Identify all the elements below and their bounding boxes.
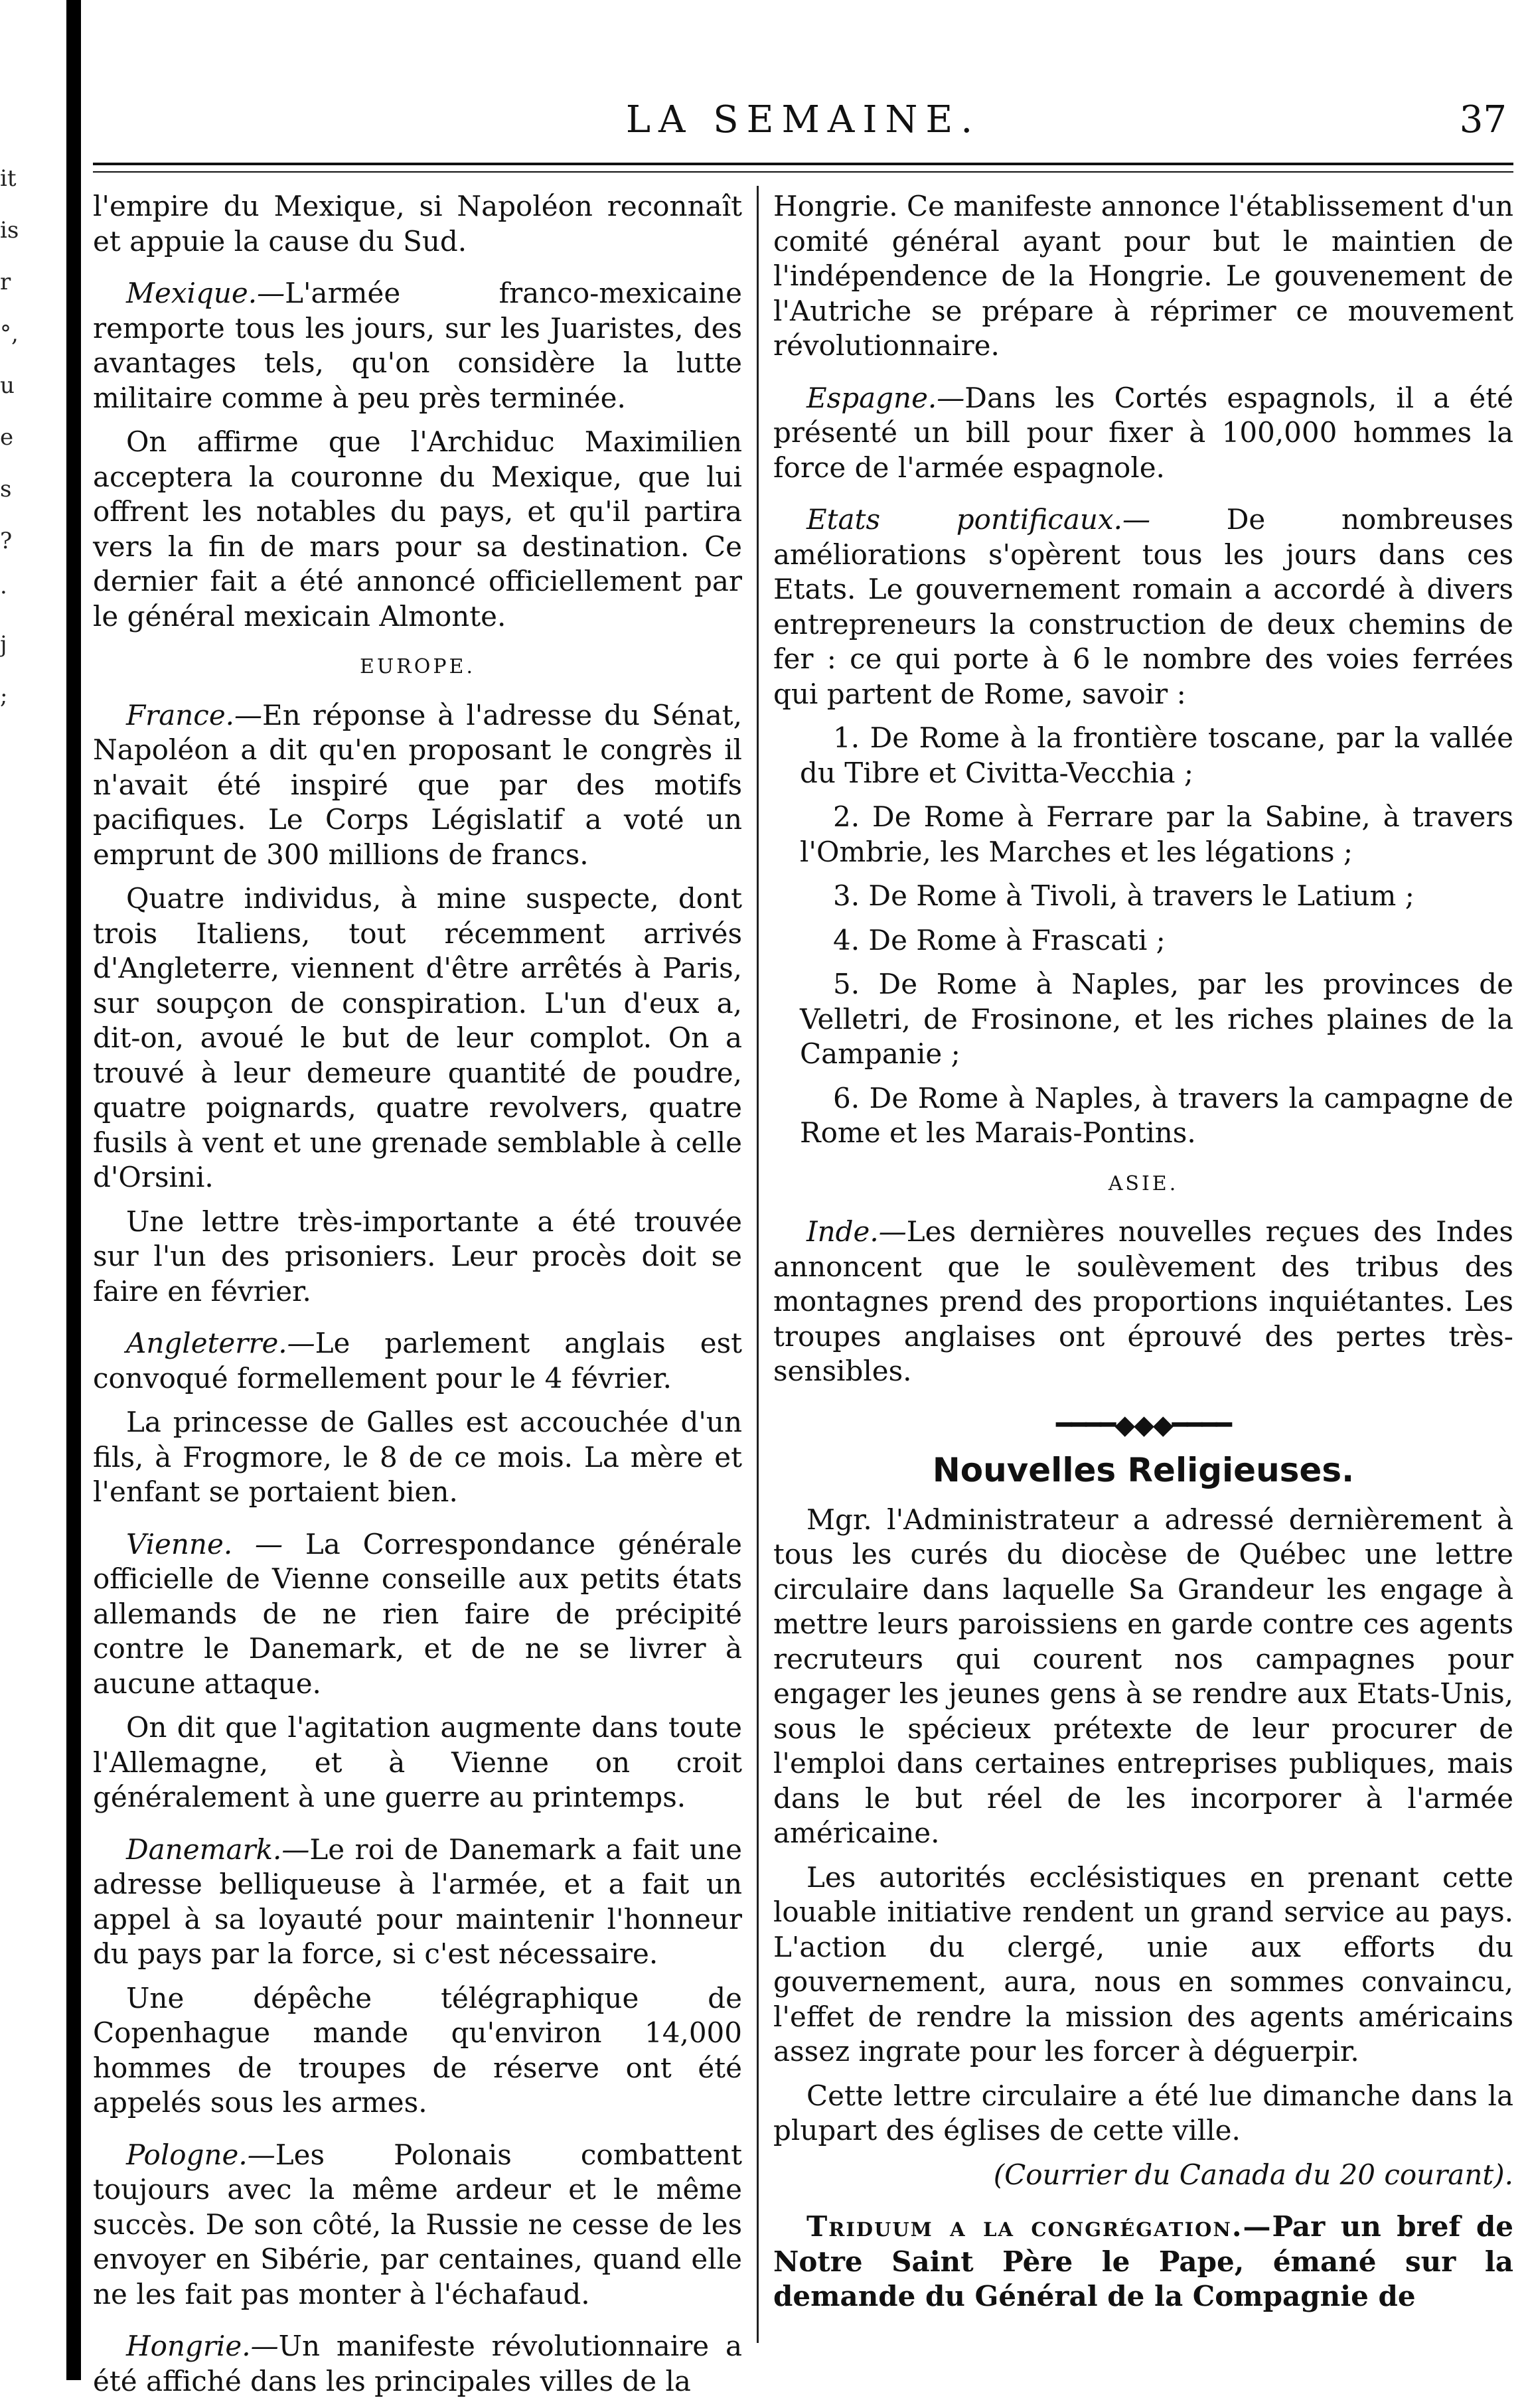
paragraph-text: Une lettre très-importante a été trouvée sur l'un des prisoniers. Leur procès doit se faire en février. — [93, 1205, 742, 1308]
list-item: 5. De Rome à Naples, par les provinces de Velletri, de Frosinone, et les riches plaines de la Campanie ; — [800, 968, 1513, 1070]
margin-fragment: is — [0, 217, 19, 244]
section-heading: EUROPE. — [360, 655, 475, 678]
paragraph-text: Hongrie. Ce manifeste annonce l'établissement d'un comité général ayant pour but le maintien de l'indépendence de la Hongrie. Le gouvenement de l'Autriche se prépare à réprimer ce mouvement révolutionnaire. — [773, 190, 1513, 362]
header-rule-thick — [93, 163, 1513, 165]
paragraph-lead: Angleterre.— — [126, 1327, 315, 1359]
news-heading: Nouvelles Religieuses. — [932, 1451, 1355, 1489]
list-item: 2. De Rome à Ferrare par la Sabine, à travers l'Ombrie, les Marches et les légations ; — [800, 800, 1513, 868]
paragraph-lead: Hongrie.— — [126, 2330, 279, 2362]
adjacent-page-fragments — [0, 153, 27, 722]
paragraph — [773, 2079, 1513, 2148]
paragraph-text: On dit que l'agitation augmente dans toute l'Allemagne, et à Vienne on croit généralement à une guerre au printemps. — [93, 1711, 742, 1813]
paragraph — [773, 381, 1513, 486]
paragraph-text: Une dépêche télégraphique de Copenhague mande qu'environ 14,000 hommes de troupes de réserve ont été appelés sous les armes. — [93, 1981, 742, 2119]
paragraph — [773, 1503, 1513, 1851]
running-header — [93, 98, 1513, 145]
paragraph — [93, 2329, 742, 2399]
scan-binding-edge — [66, 0, 81, 2380]
margin-fragment: °, — [0, 321, 19, 347]
paragraph-text: La Correspondance générale officielle de Vienne conseille aux petits états allemands de ne rien faire de précipité contre le Danemark, et de ne se livrer à aucune attaque. — [93, 1527, 743, 1700]
paragraph — [773, 1215, 1513, 1389]
paragraph — [93, 425, 742, 634]
paragraph-text: Quatre individus, à mine suspecte, dont trois Italiens, tout récemment arrivés d'Angleterre, viennent d'être arrêtés à Paris, sur soupçon de conspiration. L'un d'eux a, dit-on, avoué le but de leur complot. On a trouvé à leur demeure quantité de poudre, quatre poignards, quatre revolvers, quatre fusils à vent et une grenade semblable à celle d'Orsini. — [93, 882, 742, 1193]
margin-fragment: it — [0, 165, 17, 192]
margin-fragment: e — [0, 424, 14, 451]
paragraph-text: L'armée franco-mexicaine remporte tous les jours, sur les Juaristes, des avantages tels, qu'on considère la lutte militaire comme à peu près terminée. — [93, 277, 742, 414]
paragraph — [93, 1981, 742, 2121]
paragraph — [93, 1710, 742, 1815]
paragraph — [93, 1326, 742, 1396]
paragraph — [93, 1833, 742, 1972]
paragraph-lead: Triduum a la congrégation.— — [806, 2210, 1272, 2243]
paragraph-text: Le parlement anglais est convoqué formellement pour le 4 février. — [93, 1327, 742, 1394]
paragraph — [93, 881, 742, 1195]
paragraph-text: Les Polonais combattent toujours avec la même ardeur et le même succès. De son côté, la Russie ne cesse de les envoyer en Sibérie, par centaines, quand elle ne les fait pas monter à l'échafaud. — [93, 2138, 742, 2310]
list-item: 3. De Rome à Tivoli, à travers le Latium ; — [833, 879, 1414, 912]
paragraph-lead: Danemark.— — [126, 1833, 310, 1866]
margin-fragment: r — [0, 269, 11, 295]
section-heading: ASIE. — [1108, 1171, 1179, 1195]
paragraph — [773, 1860, 1513, 2069]
header-rule-thin — [93, 171, 1513, 173]
margin-fragment: j — [0, 631, 7, 658]
column-divider — [757, 186, 759, 2343]
margin-fragment: s — [0, 476, 12, 502]
paragraph-text: On affirme que l'Archiduc Maximilien acceptera la couronne du Mexique, que lui offrent les notables du pays, et qu'il partira vers la fin de mars pour sa destination. Ce dernier fait a été annoncé officiellement par le général mexicain Almonte. — [93, 425, 742, 633]
paragraph — [773, 502, 1513, 712]
paragraph — [773, 189, 1513, 364]
paragraph-lead: Pologne.— — [126, 2138, 275, 2171]
paragraph-lead: France.— — [126, 698, 263, 731]
paragraph-text: Les dernières nouvelles reçues des Indes annoncent que le soulèvement des tribus des montagnes prend des proportions inquiétantes. Les troupes anglaises ont éprouvé des pertes très-sensibles. — [773, 1215, 1513, 1387]
paragraph-text: Un manifeste révolutionnaire a été affiché dans les principales villes de la — [93, 2330, 742, 2397]
left-column — [93, 189, 742, 2408]
paragraph-text: En réponse à l'adresse du Sénat, Napoléon a dit qu'en proposant le congrès il n'avait été inspiré que par des motifs pacifiques. Le Corps Législatif a voté un emprunt de 300 millions de francs. — [93, 698, 742, 871]
ornament-divider: ━━━━◆◆◆━━━━ — [1056, 1409, 1231, 1440]
margin-fragment: ? — [0, 528, 13, 554]
paragraph — [93, 1205, 742, 1310]
margin-fragment: ; — [0, 683, 8, 710]
paragraph — [93, 276, 742, 415]
paragraph-text: Les autorités ecclésistiques en prenant cette louable initiative rendent un grand service au pays. L'action du clergé, unie aux efforts du gouvernement, aura, nous en sommes convaincu, l'effet de rendre la mission des agents américains assez ingrate pour les forcer à déguerpir. — [773, 1860, 1513, 2068]
page-number: 37 — [1459, 98, 1507, 141]
paragraph-lead: Mexique.— — [126, 277, 285, 309]
page-title: LA SEMAINE. — [625, 98, 981, 141]
paragraph-text: Par un bref de Notre Saint Père le Pape, émané sur la demande du Général de la Compagnie de — [773, 2210, 1513, 2312]
paragraph — [93, 189, 742, 259]
paragraph-text: Cette lettre circulaire a été lue dimanche dans la plupart des églises de cette ville. — [773, 2079, 1513, 2146]
paragraph-text: Dans les Cortés espagnols, il a été présenté un bill pour fixer à 100,000 hommes la force de l'armée espagnole. — [773, 381, 1513, 484]
list-item: 6. De Rome à Naples, à travers la campagne de Rome et les Marais-Pontins. — [800, 1081, 1513, 1149]
margin-fragment: · — [0, 579, 7, 606]
margin-fragment: u — [0, 372, 15, 399]
paragraph-lead: Inde.— — [806, 1215, 907, 1248]
paragraph-lead: Vienne. — — [126, 1527, 305, 1560]
paragraph — [93, 1405, 742, 1510]
source-citation: (Courrier du Canada du 20 courant). — [993, 2158, 1513, 2191]
paragraph-text: Mgr. l'Administrateur a adressé dernièrement à tous les curés du diocèse de Québec une lettre circulaire dans laquelle Sa Grandeur les engage à mettre leurs paroissiens en garde contre ces agents recruteurs qui courent nos campagnes pour engager les jeunes gens à se rendre aux Etats-Unis, sous le spécieux prétexte de leur procurer de l'emploi dans certaines entreprises publiques, mais dans le but réel de les incorporer à l'armée américaine. — [773, 1503, 1513, 1849]
list-item: 4. De Rome à Frascati ; — [833, 923, 1166, 956]
paragraph-text: l'empire du Mexique, si Napoléon reconnaît et appuie la cause du Sud. — [93, 190, 742, 258]
right-column — [773, 189, 1513, 2324]
paragraph-lead: Etats pontificaux.— — [806, 503, 1227, 536]
paragraph-text: La princesse de Galles est accouchée d'un fils, à Frogmore, le 8 de ce mois. La mère et l'enfant se portaient bien. — [93, 1406, 742, 1508]
paragraph-lead: Espagne.— — [806, 381, 965, 414]
list-item: 1. De Rome à la frontière toscane, par la vallée du Tibre et Civitta-Vecchia ; — [800, 721, 1513, 789]
paragraph-text: Le roi de Danemark a fait une adresse belliqueuse à l'armée, et a fait un appel à sa loyauté pour maintenir l'honneur du pays par la force, si c'est nécessaire. — [93, 1833, 742, 1970]
paragraph — [773, 2210, 1513, 2314]
paragraph — [93, 1527, 742, 1702]
paragraph-text: De nombreuses améliorations s'opèrent tous les jours dans ces Etats. Le gouvernement romain a accordé à divers entrepreneurs la construction de deux chemins de fer : ce qui porte à 6 le nombre des voies ferrées qui partent de Rome, savoir : — [773, 503, 1513, 710]
paragraph — [93, 2138, 742, 2312]
paragraph — [93, 698, 742, 873]
